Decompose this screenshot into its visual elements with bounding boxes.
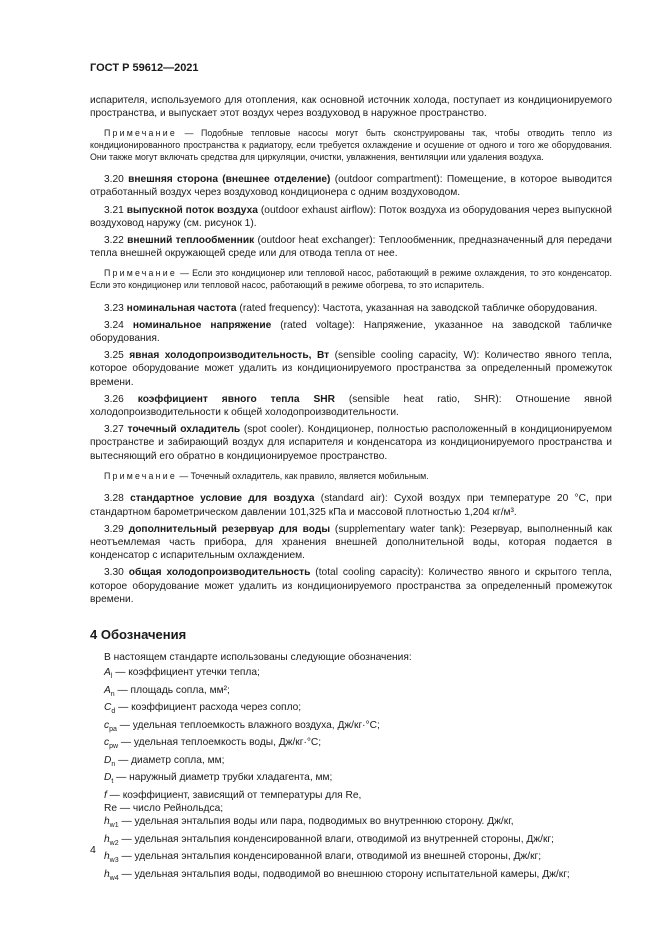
symbol: h <box>104 851 110 863</box>
symbol-subscript: n <box>111 760 116 768</box>
section-intro: В настоящем стандарте использованы следующие обозначения: <box>104 652 412 664</box>
symbol: A <box>104 684 111 696</box>
symbol-item <box>104 868 612 885</box>
symbol: c <box>104 719 110 731</box>
symbol-definition: — удельная теплоемкость влажного воздуха, Дж/кг·°С; <box>116 719 380 731</box>
symbol-definition: — удельная энтальпия воды или пара, подводимых во внутреннюю сторону. Дж/кг, <box>118 816 514 828</box>
symbol: C <box>104 702 112 714</box>
note-text: Подобные тепловые насосы могут быть сконструированы так, чтобы отводить тепло из кондиционированного пространства к радиатору, если требуется охлаждение и осушение от одного и того же оборудования. Они также могут включать средства для циркуляции, очистки, увлажнения, вентиляции или удаления воздуха. <box>90 128 612 162</box>
symbol: h <box>104 816 110 828</box>
symbol-item <box>104 736 612 753</box>
term-3-25: 3.25 явная холодопроизводительность, Вт (sensible cooling capacity, W): Количество явного тепла, которое оборудование может удалить из кондиционируемого пространства за определенный промежуток времени. <box>90 350 612 388</box>
symbol-definition: — площадь сопла, мм²; <box>114 684 230 696</box>
symbol: c <box>104 737 110 749</box>
symbol-definition: — удельная энтальпия конденсированной влаги, отводимой из внутренней стороны, Дж/кг; <box>118 833 554 845</box>
symbol: h <box>104 868 110 880</box>
symbol-definition: — наружный диаметр трубки хладагента, мм; <box>113 772 333 784</box>
note-text: Если это кондиционер или тепловой насос, работающий в режиме охлаждения, то это конденсатор. Если это кондиционер или тепловой насос, работающий в режиме обогрева, то это испаритель. <box>90 268 613 290</box>
term-3-21: 3.21 выпускной поток воздуха (outdoor exhaust airflow): Поток воздуха из оборудования через выпускной воздуховод наружу (см. рисунок 1). <box>90 204 612 229</box>
note-3: Примечание — Точечный охладитель, как правило, является мобильным. <box>104 470 429 481</box>
symbol-subscript: pw <box>109 743 119 751</box>
symbol-item <box>104 802 612 815</box>
symbol-subscript: l <box>110 673 113 681</box>
term-3-22: 3.22 внешний теплообменник (outdoor heat exchanger): Теплообменник, предназначенный для передачи тепла внешней окружающей среде или для отвода тепла от нее. <box>90 235 613 260</box>
symbol-subscript: n <box>110 690 115 698</box>
note-text: Точечный охладитель, как правило, является мобильным. <box>190 470 429 481</box>
symbol: f <box>104 789 107 801</box>
note-label: Примечание <box>104 268 177 279</box>
term-3-28: 3.28 стандартное условие для воздуха (standard air): Сухой воздух при температуре 20 °С, при стандартном барометрическом давлении 101,325 кПа и массовой плотностью 1,204 кг/м³. <box>90 493 612 518</box>
document-page <box>90 0 612 935</box>
term-3-20: 3.20 внешняя сторона (внешнее отделение) (outdoor compartment): Помещение, в которое выводится отработанный воздух через воздуховод кондиционера с одним воздуховодом. <box>90 174 612 199</box>
symbol-definition: — коэффициент, зависящий от температуры для Re, <box>106 789 362 801</box>
term-3-26: 3.26 коэффициент явного тепла SHR (sensible heat ratio, SHR): Отношение явной холодопроизводительности к общей холодопроизводительности. <box>90 393 612 419</box>
symbol-item <box>104 771 612 788</box>
symbol-subscript: pa <box>109 725 117 733</box>
symbol-list <box>90 666 612 885</box>
note-2: Примечание — Если это кондиционер или тепловой насос, работающий в режиме охлаждения, то это конденсатор. Если это кондиционер или тепловой насос, работающий в режиме обогрева, то это испаритель. <box>90 268 613 290</box>
symbol-item <box>104 754 612 771</box>
symbol-item <box>104 684 612 701</box>
section-heading: 4 Обозначения <box>90 627 187 643</box>
symbol: Re <box>104 802 118 814</box>
symbol-definition: — диаметр сопла, мм; <box>115 754 225 766</box>
document-header: ГОСТ Р 59612—2021 <box>90 62 199 74</box>
note-1: Примечание — Подобные тепловые насосы могут быть сконструированы так, чтобы отводить тепло из кондиционированного пространства к радиатору, если требуется охлаждение и осушение от одного и того же оборудования. Они также могут включать средства для циркуляции, очистки, увлажнения, вентиляции или удаления воздуха. <box>90 128 612 162</box>
note-label: Примечание <box>104 470 177 481</box>
term-3-30: 3.30 общая холодопроизводительность (total cooling capacity): Количество явного и скрытого тепла, которое оборудование может удалить из кондиционируемого пространства за определенный промежуток времени. <box>90 567 612 605</box>
symbol-subscript: w2 <box>109 839 119 847</box>
term-3-23: 3.23 номинальная частота (rated frequency): Частота, указанная на заводской табличке оборудования. <box>104 302 598 314</box>
symbol-definition: — удельная энтальпия воды, подводимой во внешнюю сторону испытательной камеры, Дж/кг; <box>118 868 570 880</box>
symbol-item <box>104 666 612 683</box>
symbol-subscript: w4 <box>109 874 119 882</box>
symbol-definition: — удельная энтальпия конденсированной влаги, отводимой из внешней стороны, Дж/кг; <box>118 851 542 863</box>
symbol: D <box>104 772 112 784</box>
symbol: D <box>104 754 112 766</box>
note-label: Примечание <box>104 128 177 139</box>
symbol-item <box>104 789 612 802</box>
symbol: A <box>104 667 111 679</box>
document-body <box>90 94 612 885</box>
symbol-definition: — число Рейнольдса; <box>117 802 224 814</box>
symbol-definition: — удельная теплоемкость воды, Дж/кг·°С; <box>118 737 322 749</box>
symbol-subscript: w1 <box>109 822 119 830</box>
intro-paragraph: испарителя, используемого для отопления, как основной источник холода, поступает из кондиционируемого пространства, и выпускает этот воздух через воздуховод в наружное пространство. <box>90 95 612 120</box>
symbol-subscript: t <box>111 778 114 786</box>
symbol-item <box>104 701 612 718</box>
symbol-subscript: d <box>111 708 116 716</box>
term-3-29: 3.29 дополнительный резервуар для воды (supplementary water tank): Резервуар, выполненный как неотъемлемая часть прибора, для хранения внешней дополнительной воды, которая подается в конденсатор с испарительным охлаждением. <box>90 523 612 562</box>
symbol-item <box>104 719 612 736</box>
symbol: h <box>104 833 110 845</box>
term-3-27: 3.27 точечный охладитель (spot cooler). Кондиционер, полностью расположенный в кондиционируемом пространстве и забирающий воздух для испарителя и конденсатора из кондиционируемого пространства и вытесняющий его обратно в кондиционируемое пространство. <box>90 424 613 462</box>
term-3-24: 3.24 номинальное напряжение (rated voltage): Напряжение, указанное на заводской табличке оборудования. <box>90 319 612 344</box>
page-number: 4 <box>90 844 96 856</box>
symbol-item <box>104 833 612 850</box>
symbol-subscript: w3 <box>109 857 119 865</box>
symbol-item <box>104 815 612 832</box>
symbol-definition: — коэффициент утечки тепла; <box>112 667 260 679</box>
symbol-item <box>104 850 612 867</box>
symbol-definition: — коэффициент расхода через сопло; <box>115 702 302 714</box>
